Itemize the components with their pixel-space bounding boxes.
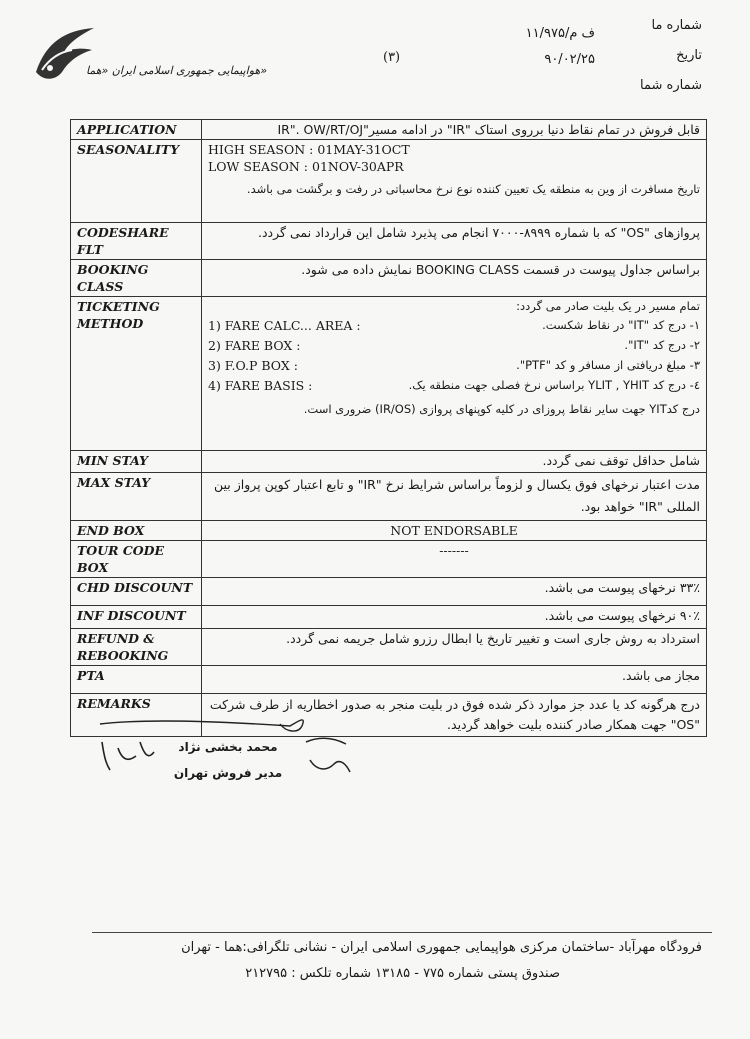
row-pta xyxy=(71,666,707,694)
row-tour-code-box xyxy=(71,541,707,578)
chd-discount-label: CHD DISCOUNT xyxy=(71,578,202,606)
our-number-label: شماره ما xyxy=(651,18,702,33)
refund-value: استرداد به روش جاری است و تغییر تاریخ یا ابطال رزرو شامل جریمه نمی گردد. xyxy=(202,629,707,666)
chd-discount-value: ۳۳٪ نرخهای پیوست می باشد. xyxy=(202,578,707,606)
low-season: LOW SEASON : 01NOV-30APR xyxy=(208,159,404,174)
ticketing-item xyxy=(208,335,700,355)
ticketing-item xyxy=(208,375,700,395)
logo-text: هواپیمایی جمهوری اسلامی ایران «هما» xyxy=(86,64,267,77)
ticketing-item-fa: ۲- درج کد "IT". xyxy=(624,338,700,352)
ticketing-item-fa: ۳- مبلغ دریافتی از مسافر و کد "PTF". xyxy=(516,358,700,372)
row-codeshare xyxy=(71,223,707,260)
seasonality-note: تاریخ مسافرت از وین به منطقه یک تعیین کننده نوع نرخ محاسباتی در رفت و برگشت می باشد. xyxy=(246,182,700,196)
row-end-box xyxy=(71,521,707,541)
row-application xyxy=(71,120,707,140)
max-stay-label: MAX STAY xyxy=(71,473,202,521)
application-value: قابل فروش در تمام نقاط دنیا برروی استاک "IR" در ادامه مسیر"IR". OW/RT/OJ xyxy=(202,120,707,140)
pta-label: PTA xyxy=(71,666,202,694)
row-min-stay xyxy=(71,451,707,473)
high-season: HIGH SEASON : 01MAY-31OCT xyxy=(208,142,410,157)
booking-class-value: براساس جداول پیوست در قسمت BOOKING CLASS نمایش داده می شود. xyxy=(202,260,707,297)
ticketing-item xyxy=(208,355,700,375)
min-stay-label: MIN STAY xyxy=(71,451,202,473)
ticketing-intro: تمام مسیر در یک بلیت صادر می گردد: xyxy=(516,299,700,313)
tour-code-box-label: TOUR CODE BOX xyxy=(71,541,202,578)
row-booking-class xyxy=(71,260,707,297)
row-refund xyxy=(71,629,707,666)
ticketing-item-en: 2) FARE BOX : xyxy=(208,338,301,353)
homa-logo xyxy=(28,22,267,92)
min-stay-value: شامل حداقل توقف نمی گردد. xyxy=(202,451,707,473)
initials-scribble xyxy=(300,730,360,780)
footer-divider xyxy=(92,932,712,933)
ticketing-item-fa: ٤- درج کد YLIT , YHIT براساس نرخ فصلی جهت منطقه یک. xyxy=(408,378,700,392)
row-inf-discount xyxy=(71,606,707,629)
codeshare-label: CODESHARE FLT xyxy=(71,223,202,260)
remarks-label: REMARKS xyxy=(71,694,202,737)
booking-class-label: BOOKING CLASS xyxy=(71,260,202,297)
remarks-value: درج هرگونه کد یا عدد جز موارد ذکر شده فوق در بلیت منجر به صدور اخطاریه از طرف شرکت "OS" جهت همکار صادر کننده بلیت خواهد گردید. xyxy=(202,694,707,737)
row-max-stay xyxy=(71,473,707,521)
inf-discount-value: ۹۰٪ نرخهای پیوست می باشد. xyxy=(202,606,707,629)
ticketing-label: TICKETING METHOD xyxy=(71,297,202,451)
ticketing-item xyxy=(208,315,700,335)
signer-name: محمد بخشی نژاد xyxy=(178,740,278,754)
footer-contact: صندوق پستی شماره ۷۷۵ - ۱۳۱۸۵ شماره تلکس : ۲۱۲۷۹۵ xyxy=(245,966,560,981)
end-box-label: END BOX xyxy=(71,521,202,541)
row-ticketing xyxy=(71,297,707,451)
ticketing-item-en: 4) FARE BASIS : xyxy=(208,378,313,393)
ticketing-item-fa: ۱- درج کد "IT" در نقاط شکست. xyxy=(542,318,700,332)
fare-rules-table xyxy=(70,119,707,737)
row-chd-discount xyxy=(71,578,707,606)
codeshare-value: پروازهای "OS" که با شماره ۸۹۹۹-۷۰۰۰ انجام می پذیرد شامل این قرارداد نمی گردد. xyxy=(202,223,707,260)
seasonality-label: SEASONALITY xyxy=(71,140,202,223)
ticketing-item-en: 3) F.O.P BOX : xyxy=(208,358,298,373)
pta-value: مجاز می باشد. xyxy=(202,666,707,694)
date-value: ۹۰/۰۲/۲۵ xyxy=(544,52,595,67)
date-label: تاریخ xyxy=(676,48,702,63)
tour-code-box-value: ------- xyxy=(202,541,707,578)
ticketing-item-en: 1) FARE CALC... AREA : xyxy=(208,318,361,333)
row-seasonality xyxy=(71,140,707,223)
our-number-value: ف م/۱۱/۹۷۵ xyxy=(525,26,595,41)
inf-discount-label: INF DISCOUNT xyxy=(71,606,202,629)
ticketing-note: درج کدYIT جهت سایر نقاط پروزای در کلیه کوپنهای پروازی (IR/OS) ضروری است. xyxy=(303,402,700,416)
footer-address: فرودگاه مهرآباد -ساختمان مرکزی هواپیمایی جمهوری اسلامی ایران - نشانی تلگرافی:هما - تهران xyxy=(181,940,702,955)
refund-label: REFUND & REBOOKING xyxy=(71,629,202,666)
max-stay-value: مدت اعتبار نرخهای فوق یکسال و لزوماً براساس شرایط نرخ "IR" و تابع اعتبار کوپن پرواز بین المللی "IR" خواهد بود. xyxy=(202,473,707,521)
application-label: APPLICATION xyxy=(71,120,202,140)
your-number-label: شماره شما xyxy=(640,78,702,93)
page-number: (۳) xyxy=(383,50,401,65)
end-box-value: NOT ENDORSABLE xyxy=(202,521,707,541)
signer-title: مدیر فروش تهران xyxy=(173,766,283,780)
